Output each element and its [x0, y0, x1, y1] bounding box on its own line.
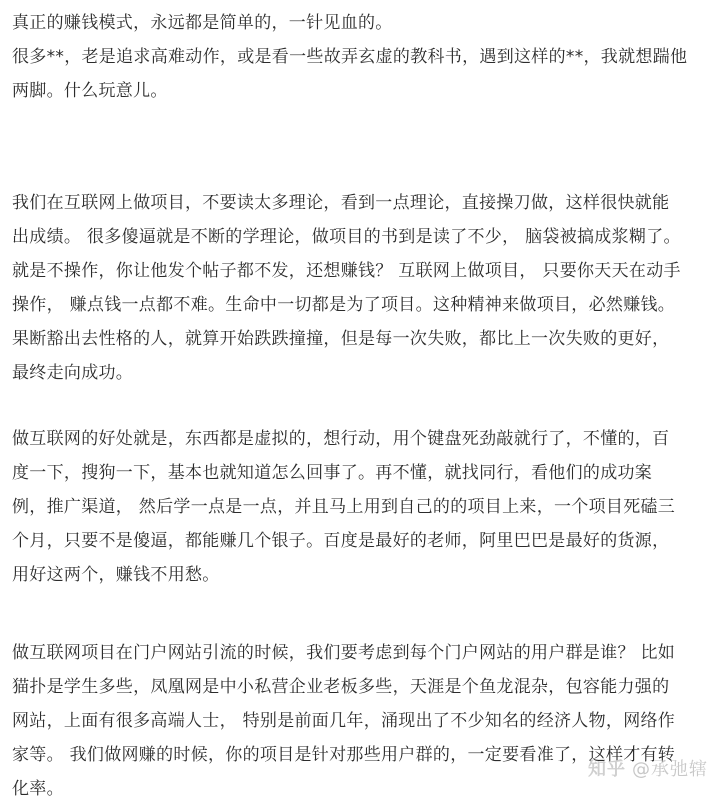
zhihu-watermark — [588, 755, 708, 781]
text-line: 家等。 我们做网赚的时候，你的项目是针对那些用户群的，一定要看准了，这样才有转 — [12, 745, 676, 765]
paragraph-1 — [12, 6, 687, 108]
text-line: 真正的赚钱模式，永远都是简单的，一针见血的。 — [12, 13, 393, 33]
text-line: 两脚。什么玩意儿。 — [12, 81, 168, 101]
text-line: 很多**，老是追求高难动作，或是看一些故弄玄虚的教科书，遇到这样的**，我就想踹他 — [12, 47, 688, 67]
text-line: 做互联网的好处就是，东西都是虚拟的，想行动，用个键盘死劲敲就行了，不懂的，百 — [12, 429, 670, 449]
text-line: 化率。 — [12, 779, 64, 799]
text-line: 我们在互联网上做项目，不要读太多理论，看到一点理论，直接操刀做，这样很快就能 — [12, 193, 670, 213]
text-line: 最终走向成功。 — [12, 363, 134, 383]
text-line: 就是不操作，你让他发个帖子都不发，还想赚钱？ 互联网上做项目， 只要你天天在动手 — [12, 261, 681, 281]
text-line: 出成绩。 很多傻逼就是不断的学理论，做项目的书到是读了不少， 脑袋被搞成浆糊了。 — [12, 227, 681, 247]
watermark-brand: 知乎 — [588, 759, 626, 780]
paragraph-2 — [12, 186, 681, 390]
text-line: 例，推广渠道， 然后学一点是一点，并且马上用到自己的的项目上来，一个项目死磕三 — [12, 497, 676, 517]
text-line: 果断豁出去性格的人，就算开始跌跌撞撞，但是每一次失败，都比上一次失败的更好， — [12, 329, 670, 349]
paragraph-3 — [12, 422, 675, 592]
paragraph-4 — [12, 636, 675, 806]
text-line: 度一下，搜狗一下，基本也就知道怎么回事了。再不懂，就找同行，看他们的成功案 — [12, 463, 653, 483]
text-line: 用好这两个，赚钱不用愁。 — [12, 565, 220, 585]
text-line: 操作， 赚点钱一点都不难。生命中一切都是为了项目。这种精神来做项目，必然赚钱。 — [12, 295, 676, 315]
text-line: 做互联网项目在门户网站引流的时候，我们要考虑到每个门户网站的用户群是谁？ 比如 — [12, 643, 676, 663]
text-line: 个月，只要不是傻逼，都能赚几个银子。百度是最好的老师，阿里巴巴是最好的货源， — [12, 531, 670, 551]
text-line: 网站，上面有很多高端人士， 特别是前面几年，涌现出了不少知名的经济人物，网络作 — [12, 711, 676, 731]
text-line: 猫扑是学生多些，凤凰网是中小私营企业老板多些，天涯是个鱼龙混杂，包容能力强的 — [12, 677, 670, 697]
watermark-author: @承弛辖 — [632, 759, 708, 780]
